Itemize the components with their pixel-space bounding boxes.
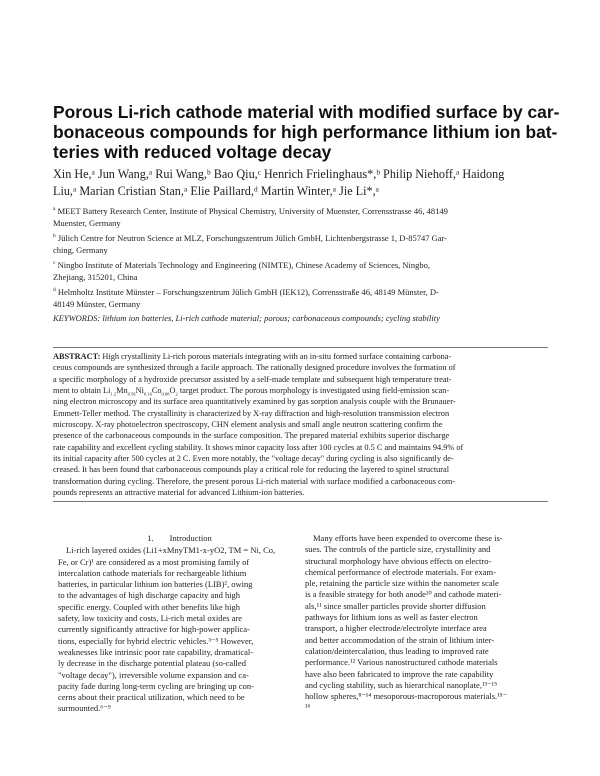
paragraph-line: currently significantly attractive for high-power applica- [58,624,250,635]
section-heading-introduction [58,533,301,544]
paragraph-line: have also been fabricated to improve the rate capability [305,668,494,679]
keywords-text: lithium ion batteries, Li-rich cathode material; porous; carbonaceous compounds; cycling stability [102,313,440,323]
paragraph-line: "voltage decay"), irreversible volume expansion and ca- [58,669,249,680]
keywords-label: KEYWORDS: [53,313,101,323]
affiliation-text: Ningbo Institute of Materials Technology and Engineering (NIMTE), Chinese Academy of Sciences, Ningbo, [57,260,431,270]
affiliation-text: 48149 Münster, Germany [53,298,141,309]
affiliation-text: Zhejiang, 315201, China [53,271,138,282]
paragraph-line: transport, a higher electrode/electrolyte interface area [305,623,487,634]
author-line: Liu,ᵃ Marian Cristian Stan,ᵃ Elie Paillard,ᵈ Martin Winter,ᵃ Jie Li*,ᵃ [53,183,379,198]
abstract-line: pounds represents an attractive material for advanced Lithium-ion batteries. [53,488,305,498]
abstract-line: ceous compounds are synthesized through a facile approach. The rationally designed procedure involves the formation of [53,363,456,373]
body-column-left [58,533,301,715]
paragraph-line: als,¹¹ since smaller particles provide shorter diffusion [305,600,486,611]
keywords [53,313,553,325]
affiliation-text: Helmholtz Institute Münster – Forschungszentrum Jülich GmbH (IEK12), Corrensstraße 46, 48149 Münster, D- [57,287,439,297]
author-list [53,166,553,199]
paragraph-line: sues. The controls of the particle size, crystallinity and [305,544,491,555]
affiliation-text: Muenster, Germany [53,217,121,228]
affiliation-key: c [53,260,56,267]
abstract-line: microscopy. X-ray photoelectron spectroscopy, CHN element analysis and small angle neutron scattering confirm the [53,420,443,430]
title-line: bonaceous compounds for high performance lithium ion bat- [53,122,558,142]
paragraph-line: to the advantages of high discharge capacity and high [58,590,241,601]
abstract-line: ning electron microscopy and its surface area quantitatively examined by gas sorption analysis couple with the Brunauer- [53,397,456,407]
paragraph-line: pacity fade during long-term cycling are bringing up con- [58,680,254,691]
title-line: Porous Li-rich cathode material with modified surface by car- [53,102,560,122]
paragraph-line: structural morphology have obvious effects on electro- [305,555,492,566]
paragraph-line: Fe, or Cr)¹ are considered as a most promising family of [58,556,250,567]
paragraph-line: chemical performance of electrode materials. For exam- [305,566,496,577]
affiliation-text: ching, Germany [53,244,108,255]
paragraph-line: ly decrease in the discharge potential plateau (so-called [58,658,246,669]
paragraph-line: safety, low toxicity and costs, Li-rich metal oxides are [58,613,243,624]
abstract-text: High crystallinity Li-rich porous materials integrating with an in-situ formed surface containing carbona- [102,352,452,361]
abstract-line: Emmett-Teller method. The crystallinity is characterized by X-ray diffraction and high-resolution transmission electron [53,408,450,418]
paragraph-line: cerns about their practical utilization, which need to be [58,692,245,703]
affiliation-text: Jülich Centre for Neutron Science at MLZ, Forschungszentrum Jülich GmbH, Lichtenbergstrasse 1, D-85747 Gar- [57,233,448,243]
paragraph-line: and cycling stability, such as hierarchical nanoplate,¹³⁻¹⁵ [305,679,498,690]
paragraph-line: surmounted.⁶⁻⁹ [58,703,111,714]
paragraph-line: performance.¹² Various nanostructured cathode materials [305,657,498,668]
abstract-line: ment to obtain $Li_{1.2}Mn_{0.56}Ni_{0.16}Co_{0.08}O_2$ target product. The porous morphology is investigated using field-emission scan- [53,386,450,397]
paragraph-line: weaknesses like intrinsic poor rate capability, dramatical- [58,646,254,657]
affiliation-b [53,233,553,256]
section-title: Introduction [169,533,212,543]
paragraph-line: specific energy. Coupled with other benefits like high [58,601,240,612]
title-line: teries with reduced voltage decay [53,142,332,162]
body-column-right [305,533,548,714]
author-line: Xin He,ᵃ Jun Wang,ᵃ Rui Wang,ᵇ Bao Qiu,ᶜ Henrich Frielinghaus*,ᵇ Philip Niehoff,ᵃ Haidong [53,167,505,181]
abstract-block [53,347,548,502]
paper-title [53,102,560,162]
affiliation-a [53,206,553,229]
affiliation-c [53,260,553,283]
section-number: 1. [147,533,154,543]
paragraph-line: ple, retaining the particle size within the nanometer scale [305,578,499,589]
abstract-line: creased. It has been found that carbonaceous compounds play a critical role for reducing the layered to spinel structural [53,465,450,475]
paragraph-line: Li-rich layered oxides (Li1+xMnyTM1-x-yO2, TM = Ni, Co, [66,545,276,556]
affiliation-text: MEET Battery Research Center, Institute of Physical Chemistry, University of Muenster, Corrensstrasse 46, 48149 [57,206,448,216]
abstract-label: ABSTRACT: [53,352,101,361]
paragraph-line: pathways for lithium ions as well as faster electron [305,612,478,623]
affiliation-key: b [53,233,56,240]
affiliation-d [53,287,553,310]
paragraph-line: intercalation cathode materials for rechargeable lithium [58,567,247,578]
abstract-line: transformation during cycling. Therefore, the present porous Li-rich material with surface modified a carbonaceous com- [53,476,456,486]
abstract-line: its initial capacity after 500 cycles at 2 C. Even more notably, the "voltage decay" during cycling is also significantly de- [53,454,454,464]
affiliation-key: d [53,287,56,294]
paragraph-line: ¹⁶ [305,702,311,713]
affiliations [53,206,553,325]
abstract-line: presence of the carbonaceous compounds in the surface composition. The prepared material exhibits superior discharge [53,431,450,441]
paragraph-line: batteries, in particular lithium ion batteries (LIB)², owing [58,579,253,590]
paragraph-line: calation/deintercalation, thus leading to improved rate [305,645,489,656]
paragraph-line: tions, especially for hybrid electric vehicles.³⁻⁵ However, [58,635,254,646]
paragraph-line: hollow spheres,⁸⁻¹⁴ mesoporous-macroporous materials.¹⁵⁻ [305,691,508,702]
paragraph-line: is a feasible strategy for both anode¹⁰ and cathode materi- [305,589,502,600]
paragraph-line: and better accommodation of the strain of lithium inter- [305,634,495,645]
abstract-line: a specific morphology of a hydroxide precursor assisted by a self-made template and subsequent high temperature treat- [53,374,452,384]
affiliation-key: a [53,206,56,213]
paragraph-line: Many efforts have been expended to overcome these is- [313,533,503,543]
abstract-line: rate capability and excellent cycling stability. It shows minor capacity loss after 100 cycles at 0.5 C and maintains 94.9% of [53,442,464,452]
